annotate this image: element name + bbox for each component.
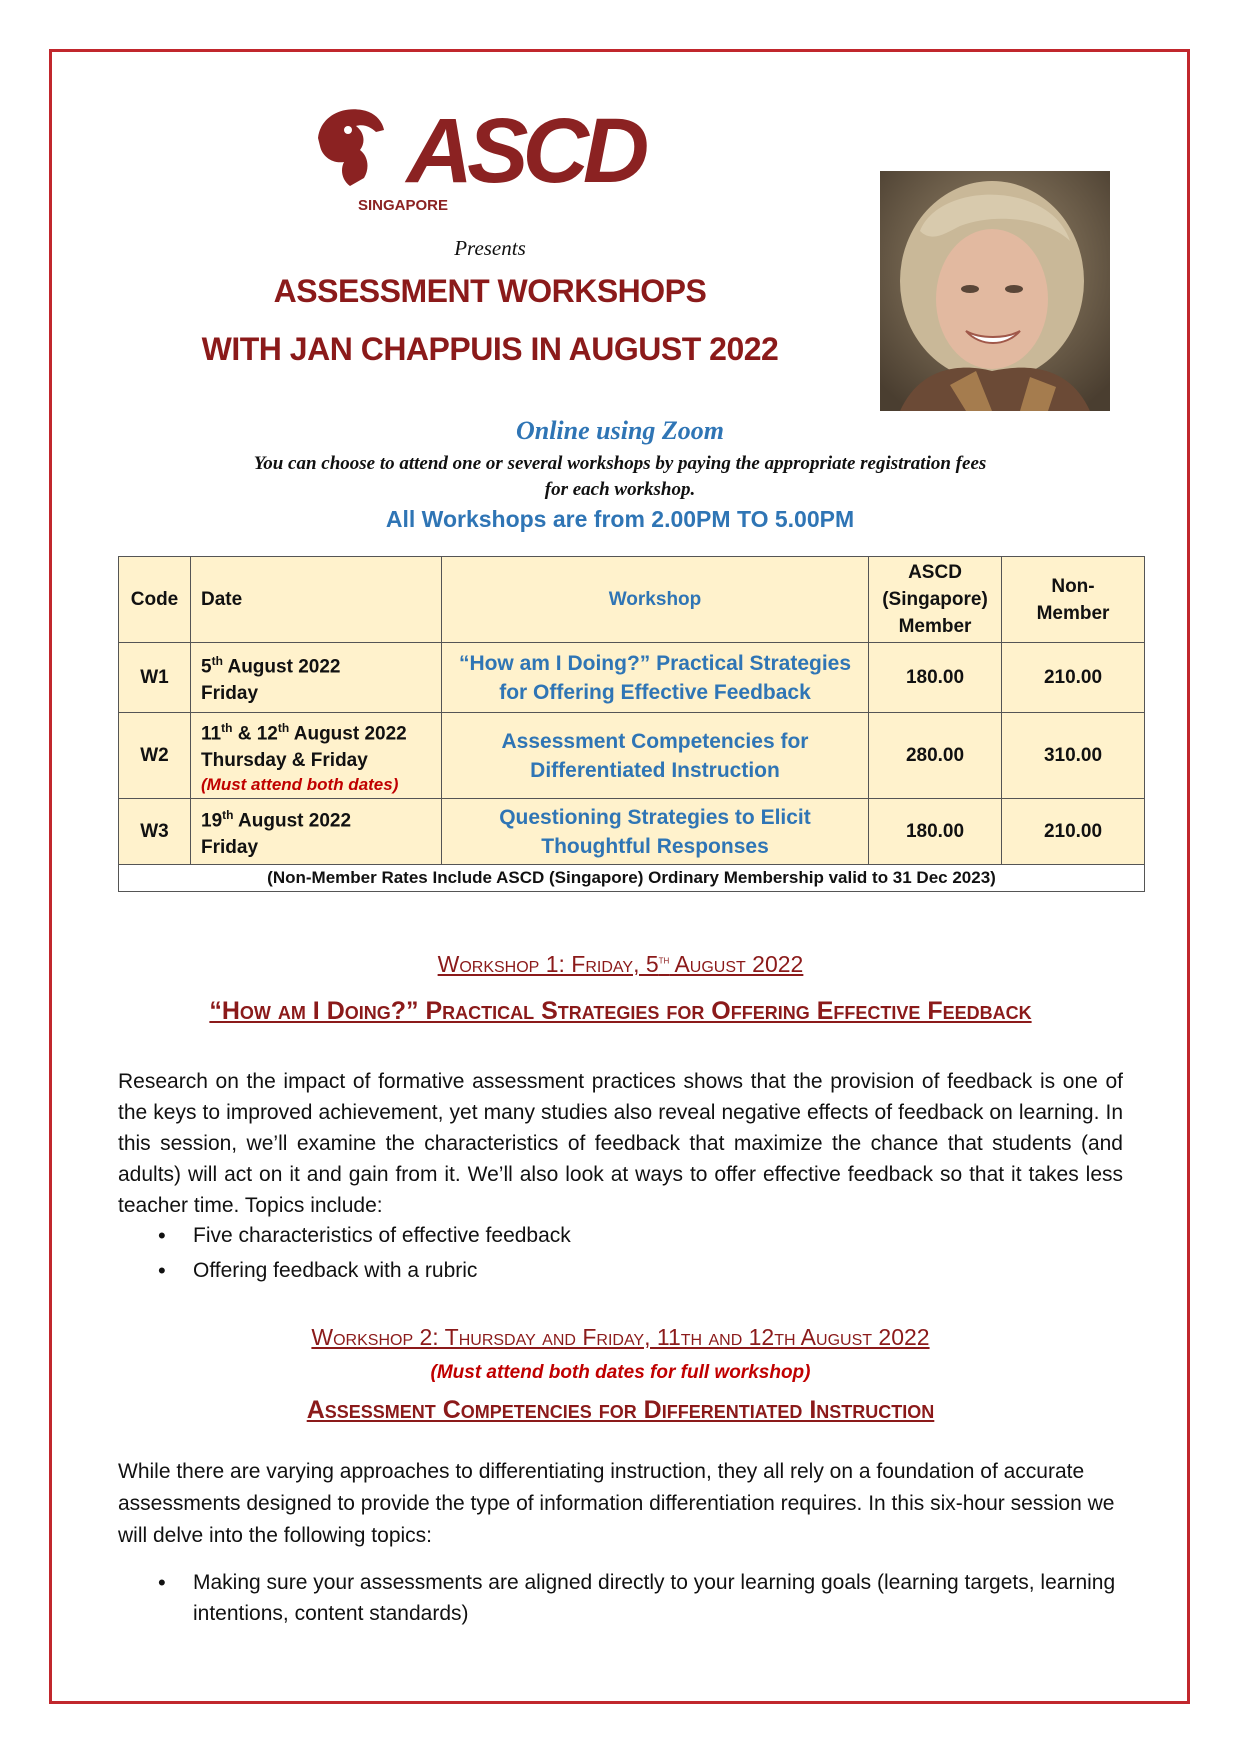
table-row: [119, 643, 1145, 713]
membership-note: (Non-Member Rates Include ASCD (Singapore) Ordinary Membership valid to 31 Dec 2023): [119, 865, 1145, 892]
header-workshop: Workshop: [442, 557, 869, 643]
cell-member-fee: 180.00: [869, 643, 1002, 713]
workshop2-heading: Workshop 2: Thursday and Friday, 11th and 12th August 2022: [311, 1324, 930, 1350]
workshop2-title: Assessment Competencies for Differentiated Instruction: [306, 1396, 935, 1424]
header-member: ASCD (Singapore) Member: [869, 557, 1002, 643]
workshop1-heading: Workshop 1: Friday, 5th August 2022: [437, 951, 804, 977]
list-item: • Five characteristics of effective feedback: [118, 1220, 1123, 1251]
svg-text:ASCD: ASCD: [406, 100, 644, 202]
cell-workshop: Assessment Competencies for Differentiated Instruction: [442, 713, 869, 799]
workshop1-topics: [118, 1220, 1123, 1290]
workshop2-topics: [118, 1567, 1123, 1629]
cell-member-fee: 180.00: [869, 799, 1002, 865]
workshop-hours: All Workshops are from 2.00PM TO 5.00PM: [385, 506, 855, 532]
presenter-photo: [880, 171, 1110, 411]
page-title-line1: ASSESSMENT WORKSHOPS: [273, 273, 707, 309]
cell-date: 19th August 2022 Friday: [191, 799, 442, 865]
cell-nonmember-fee: 210.00: [1002, 799, 1145, 865]
must-attend-note: (Must attend both dates): [201, 775, 399, 795]
workshop1-title: “How am I Doing?” Practical Strategies for Offering Effective Feedback: [209, 997, 1032, 1025]
table-note-row: [119, 865, 1145, 892]
header-code: Code: [119, 557, 191, 643]
cell-workshop: Questioning Strategies to Elicit Thoughtful Responses: [442, 799, 869, 865]
list-item: • Offering feedback with a rubric: [118, 1255, 1123, 1286]
cell-nonmember-fee: 210.00: [1002, 643, 1145, 713]
table-header-row: [119, 557, 1145, 643]
table-row: [119, 713, 1145, 799]
header-date: Date: [191, 557, 442, 643]
cell-nonmember-fee: 310.00: [1002, 713, 1145, 799]
svg-text:SINGAPORE: SINGAPORE: [357, 197, 449, 214]
list-item: • Making sure your assessments are aligned directly to your learning goals (learning targets, learning intentions, content standards): [118, 1567, 1123, 1629]
ascd-singapore-logo: [310, 100, 670, 215]
online-zoom-heading: Online using Zoom: [515, 416, 725, 445]
cell-workshop: “How am I Doing?” Practical Strategies for Offering Effective Feedback: [442, 643, 869, 713]
cell-code: W3: [119, 799, 191, 865]
cell-member-fee: 280.00: [869, 713, 1002, 799]
cell-date: 5th August 2022 Friday: [191, 643, 442, 713]
workshop1-description: Research on the impact of formative assessment practices shows that the provision of feedback is one of the keys to improved achievement, yet many studies also reveal negative effects of feedback on learning. In this session, we’ll examine the characteristics of feedback that maximize the chance that students (and adults) will act on it and gain from it. We’ll also look at ways to offer effective feedback so that it takes less teacher time. Topics include:: [118, 1070, 1123, 1217]
page-title-line2: WITH JAN CHAPPUIS IN AUGUST 2022: [201, 331, 779, 367]
registration-note: You can choose to attend one or several workshops by paying the appropriate registration fees for each workshop.: [253, 453, 987, 500]
table-row: [119, 799, 1145, 865]
cell-code: W1: [119, 643, 191, 713]
workshop2-attendance-note: (Must attend both dates for full workshop): [430, 1362, 811, 1383]
fee-table: [118, 556, 1145, 892]
presents-text: Presents: [454, 236, 526, 260]
cell-date: 11th & 12th August 2022 Thursday & Friday (Must attend both dates): [191, 713, 442, 799]
cell-code: W2: [119, 713, 191, 799]
workshop2-description: While there are varying approaches to differentiating instruction, they all rely on a foundation of accurate assessments designed to provide the type of information differentiation requires. In this six-hour session we will delve into the following topics:: [118, 1460, 1115, 1547]
header-nonmember: Non- Member: [1002, 557, 1145, 643]
